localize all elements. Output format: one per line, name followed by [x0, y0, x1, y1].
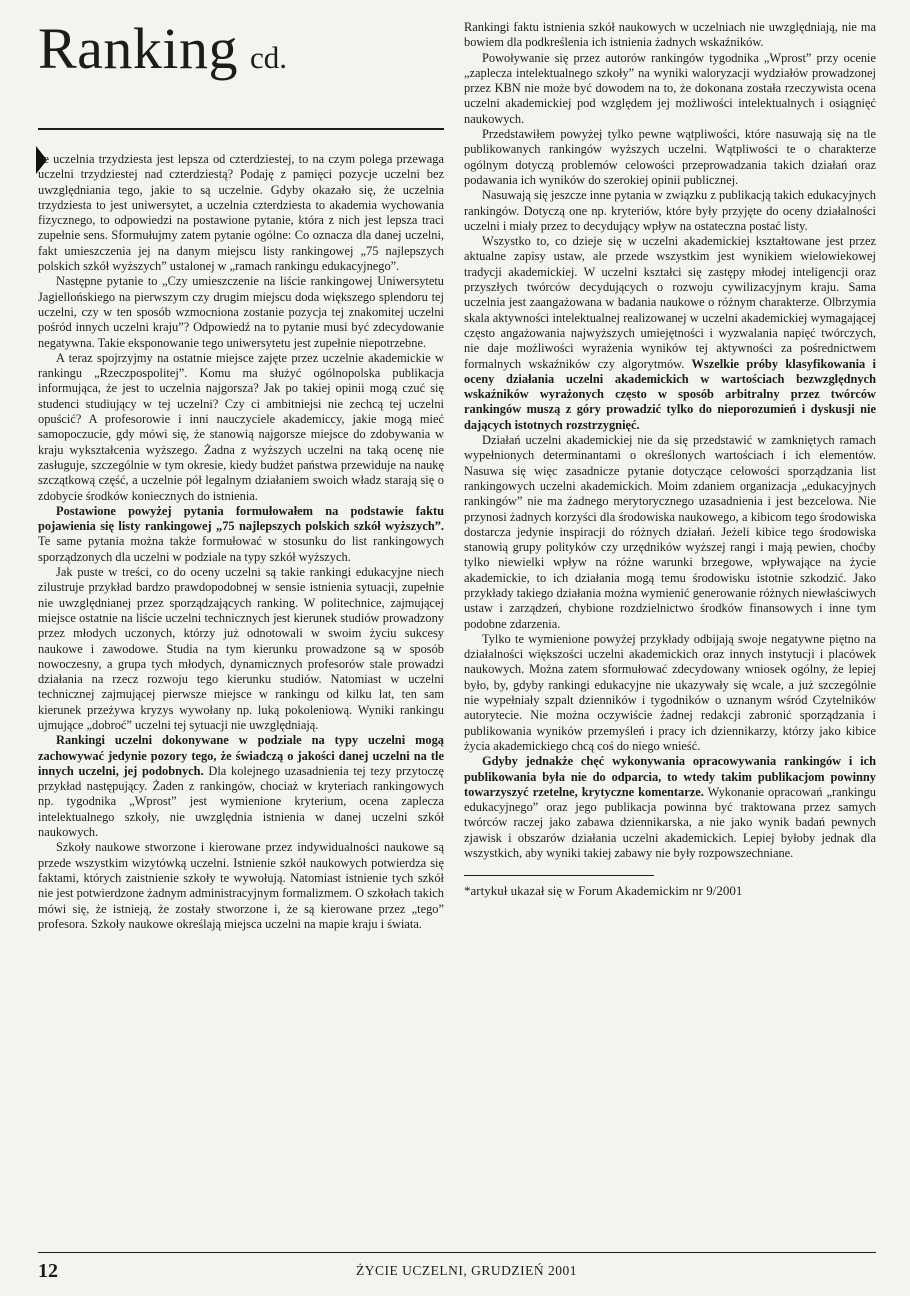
paragraph: Nasuwają się jeszcze inne pytania w związku z publikacją takich edukacyjnych rankingów. Dotyczą one np. kryteriów, które były przyjęte do oceny działalności uczelni i miały przez to decydujący wpływ na ostateczna postać listy. [464, 188, 876, 233]
paragraph: Wszystko to, co dzieje się w uczelni akademickiej kształtowane jest przez aktualne zapisy ustaw, ale przede wszystkim jest wynikiem wielowiekowej tradycji akademickiej. W uczelni kształci się zastępy młodej inteligencji oraz przyszłych twórców decydujących o rozwoju cywilizacyjnym kraju. Sama uczelnia jest zaangażowana w badania naukowe o różnym charakterze. Olbrzymia skala aktywności intelektualnej realizowanej w uczelni akademickiej wymagającej często angażowania najwyższych umiejętności i wyzwalania napięć twórczych, nie daje możliwości wyrażenia wyników tej aktywności za pośrednictwem formalnych wskaźników czy algorytmów. Wszelkie próby klasyfikowania i oceny działania uczelni akademickich w wartościach bezwzględnych wskaźników wyrażonych często w sposób arbitralny przez twórców rankingów muszą z góry prowadzić tylko do nieporozumień i dyskusji nie dających istotnych rozstrzygnięć. [464, 234, 876, 432]
left-column [38, 16, 444, 932]
page-number: 12 [38, 1260, 58, 1282]
page-footer [38, 1252, 876, 1283]
paragraph: Jak puste w treści, co do oceny uczelni są takie rankingi edukacyjne niech zilustruje przykład bardzo prawdopodobnej w sensie istnienia sytuacji, zupełnie nie uwzględnianej przez sporządzających ranking. W politechnice, zajmującej miejsce ostatnie na liście uczelni technicznych jest kierunek studiów prowadzony przez młodych uczonych, którzy już odnotowali w swoim życiu sukcesy naukowe i zawodowe. Studia na tym kierunku prowadzone są w sposób nowoczesny, a grupa tych młodych, dynamicznych profesorów stale prowadzi działania na rzecz rozwoju tego kierunku studiów. Natomiast w uczelni technicznej zajmującej pierwsze miejsce w rankingu od kilku lat, ten sam kierunek przeżywa kryzys wywołany np. luką pokoleniową. Wyniki rankingu ujmujące „dobroć” uczelni tej sytuacji nie uwzględniają. [38, 565, 444, 732]
footnote-divider [464, 875, 654, 876]
article-title: Ranking [38, 16, 239, 81]
bold-statement: Wszelkie próby klasyfikowania i oceny działania uczelni akademickich w wartościach bezwzględnych wskaźników wyrażonych często w sposób arbitralny przez twórców rankingów muszą z góry prowadzić tylko do nieporozumień i dyskusji nie dających istotnych rozstrzygnięć. [464, 356, 876, 432]
title-suffix: cd. [250, 40, 288, 75]
paragraph: Następne pytanie to „Czy umieszczenie na liście rankingowej Uniwersytetu Jagiellońskiego na pierwszym czy drugim miejscu doda większego splendoru tej uczelni, czy w ten sposób wzmocniona zostanie pozycja tej znakomitej uczelni pośród innych uczelni kraju”? Odpowiedź na to pytanie musi być zdecydowanie negatywna. Takie eksponowanie tego uniwersytetu jest zupełnie niepotrzebne. [38, 274, 444, 350]
paragraph: Szkoły naukowe stworzone i kierowane przez indywidualności naukowe są przede wszystkim wizytówką uczelni. Istnienie szkół naukowych potwierdza się faktami, których zaistnienie szkoły te wywołują. Natomiast istnienie tych szkół nie jest potwierdzone żadnym administracyjnym formalizmem. O szkołach takich mówi się, że istnieją, że zostały stworzone i, że są kierowane przez „tego” profesora. Szkoły naukowe określają miejsca uczelni na mapie kraju i świata. [38, 840, 444, 931]
footnote: *artykuł ukazał się w Forum Akademickim nr 9/2001 [464, 883, 743, 899]
paragraph: Gdyby jednakże chęć wykonywania opracowywania rankingów i ich publikowania była nie do odparcia, to wtedy takim publikacjom powinny towarzyszyć rzetelne, krytyczne komentarze. Wykonanie opracowań „rankingu edukacyjnego” oraz jego publikacja powinna być traktowana przez samych twórców raczej jako zabawa dziennikarska, a nie jako wynik badań pewnych zjawisk i obszarów działania uczelni akademickich. Lepiej byłoby jednak dla wszystkich, aby wyniki takiej zabawy nie były rozpowszechniane. [464, 754, 876, 861]
continuation-arrow-icon [36, 146, 47, 174]
paragraph: Rankingi faktu istnienia szkół naukowych w uczelniach nie uwzględniają, nie ma bowiem dla podkreślenia ich istnienia żadnych wskaźników. [464, 20, 876, 50]
bold-statement: Rankingi uczelni dokonywane w podziale na typy uczelni mogą zachowywać jedynie pozory tego, że świadczą o jakości danej uczelni na tle innych uczelni, jej podobnych. [38, 733, 444, 778]
publication-title: ŻYCIE UCZELNI, GRUDZIEŃ 2001 [356, 1263, 577, 1278]
paragraph: Przedstawiłem powyżej tylko pewne wątpliwości, które nasuwają się na tle publikowanych rankingów wyższych uczelni. Wątpliwości te o charakterze ogólnym dotyczą problemów celowości przeprowadzania takich działań oraz podawania ich wyników do szerokiej opinii publicznej. [464, 127, 876, 187]
right-column [464, 20, 876, 900]
bold-statement: Postawione powyżej pytania formułowałem na podstawie faktu pojawienia się listy rankingowej „75 najlepszych polskich szkół wyższych”. [38, 503, 444, 534]
paragraph: Postawione powyżej pytania formułowałem na podstawie faktu pojawienia się listy rankingowej „75 najlepszych polskich szkół wyższych”. Te same pytania można także formułować w stosunku do list rankingowych sporządzonych dla uczelni w podziale na typy szkół wyższych. [38, 503, 444, 564]
paragraph: Rankingi uczelni dokonywane w podziale na typy uczelni mogą zachowywać jedynie pozory tego, że świadczą o jakości danej uczelni na tle innych uczelni, jej podobnych. Dla kolejnego uzasadnienia tej tezy przytoczę przykład następujący. Żaden z rankingów, chociaż w kryteriach rankingowych np. tygodnika „Wprost” jest wymienione kryterium, ocena zaplecza intelektualnego szkoły, nie uwzględnia istnienia w danej uczelni szkół naukowych. [38, 733, 444, 840]
bold-statement: Gdyby jednakże chęć wykonywania opracowywania rankingów i ich publikowania była nie do odparcia, to wtedy takim publikacjom powinny towarzyszyć rzetelne, krytyczne komentarze. [464, 754, 876, 799]
article-header [38, 16, 444, 130]
left-column-text [38, 152, 444, 932]
paragraph: Działań uczelni akademickiej nie da się przedstawić w zamkniętych ramach wypełnionych determinantami o określonych wartościach i ich elementów. Nasuwa się więc zasadnicze pytanie dotyczące celowości sporządzania list rankingowych uczelni akademickich. Moim zdaniem organizacja „edukacyjnych rankingów” nie ma żadnego merytorycznego uzasadnienia i jest bezcelowa. Nie przynosi żadnych korzyści dla środowiska naukowego, a kibicom tego środowiska dostarcza jedynie inspiracji do różnych działań. Jeżeli kibice tego środowiska stanowią grupy polityków czy urzędników wyższej rangi i mają pewien, choćby tylko niewielki wpływ na różne warunki brzegowe, wpływające na życie akademickie, to ich działania mogą temu środowisku istotnie szkodzić. Jako przykłady takiego działania można wymienić generowanie różnych niewłaściwych ustaw i zarządzeń, chybione rozdzielnictwo środków finansowych i inne tym podobne zdarzenia. [464, 433, 876, 631]
paragraph: Powoływanie się przez autorów rankingów tygodnika „Wprost” przy ocenie „zaplecza intelektualnego szkoły” na wyniki waloryzacji wydziałów prowadzonej przez KBN nie może być dowodem na to, że dokonana została rzeczywista ocena uczelni akademickiej pod względem jej możliwości intelektualnych i osiągnięć naukowych. [464, 50, 876, 126]
paragraph: że uczelnia trzydziesta jest lepsza od czterdziestej, to na czym polega przewaga uczelni trzydziestej nad czterdziestą? Podaję z pamięci pozycje uczelni bez uwzględniania tego, jakie to są uczelnie. Gdyby okazało się, że uczelnia trzydziesta to jest uniwersytet, a uczelnia czterdziesta to akademia wychowania fizycznego, to odpowiedzi na postawione pytanie, która z nich jest lepsza traci zupełnie sens. Sformułujmy zatem pytanie ogólne: Co oznacza dla danej uczelni, fakt umieszczenia jej na danym miejscu listy rankingowej „75 najlepszych polskich szkół wyższych” ustalonej w „ramach rankingu edukacyjnego”. [38, 152, 444, 274]
paragraph: A teraz spojrzyjmy na ostatnie miejsce zajęte przez uczelnie akademickie w rankingu „Rzeczpospolitej”. Komu ma służyć ogólnopolska publikacja informująca, że jest to uczelnia najgorsza? Jak po takiej opinii mogą czuć się studenci studiujący w tej uczelni? Czy ci ambitniejsi nie zechcą tej uczelni opuścić? A profesorowie i inni nauczyciele akademiccy, jakie mogą mieć samopoczucie, gdy mówi się, że stanowią najgorsze miejsce do zdobywania w kraju wykształcenia wyższego. Żadna z wyższych uczelni na taką ocenę nie zasługuje, szczególnie w tym okresie, kiedy budżet państwa przewiduje na naukę szczątkową część, a uczelnie pół legalnym działaniem swoich władz starają się o zdobycie środków koniecznych do istnienia. [38, 350, 444, 503]
paragraph: Tylko te wymienione powyżej przykłady odbijają swoje negatywne piętno na działalności większości uczelni akademickich oraz innych instytucji i placówek naukowych. Można zatem sformułować zdecydowany wniosek ogólny, że lepiej było, by, gdyby rankingi edukacyjne nie ukazywały się wcale, a już szczególnie nie wypełniały szpalt dzienników i tygodników o uznanym wśród Czytelników autorytecie. Nie można oczywiście żadnej redakcji zabronić sporządzania i publikowania wyników przemyśleń i pracy ich dziennikarzy, którzy jako kibice życia akademickiego chcą coś do niego wnieść. [464, 631, 876, 753]
